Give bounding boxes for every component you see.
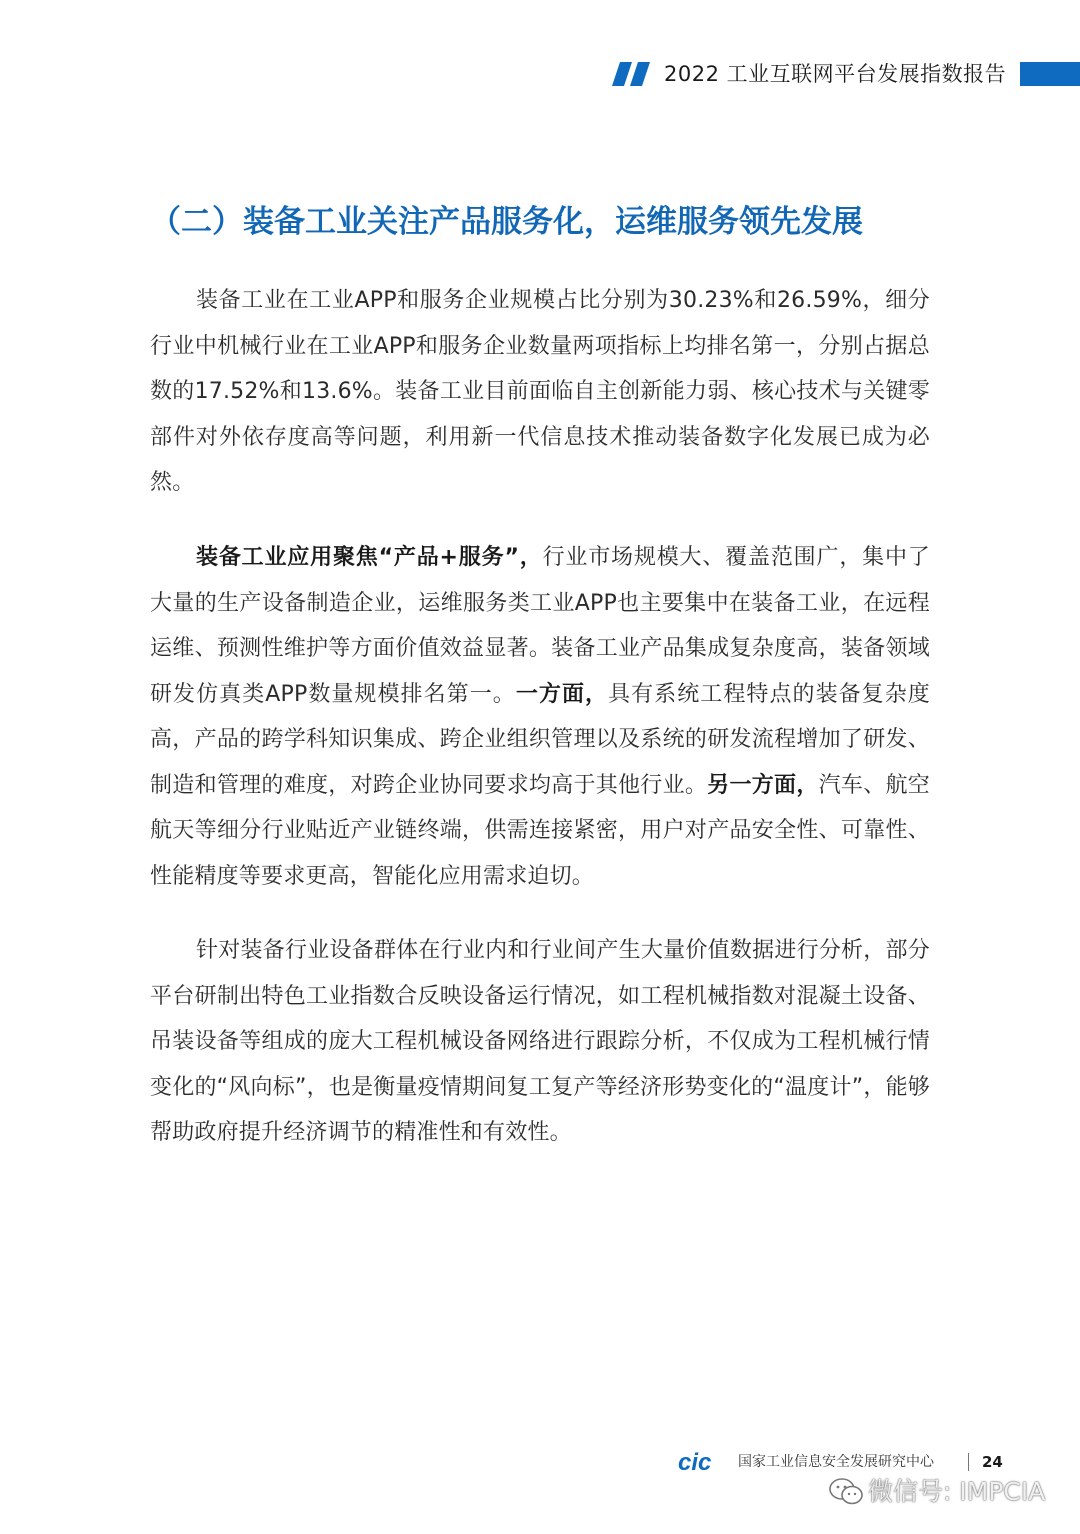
paragraph-2-text-b: 具有系统工程特点的装备复杂度高，产品的跨学科知识集成、跨企业组织管理以及系统的研发流程增加了研发、制造和管理的难度，对跨企业协同要求均高于其他行业。 (150, 681, 930, 798)
page-footer (678, 1450, 1080, 1474)
paragraph-1: 装备工业在工业APP和服务企业规模占比分别为30.23%和26.59%，细分行业中机械行业在工业APP和服务企业数量两项指标上均排名第一，分别占据总数的17.52%和13.6%。装备工业目前面临自主创新能力弱、核心技术与关键零部件对外依存度高等问题，利用新一代信息技术推动装备数字化发展已成为必然。 (150, 288, 930, 495)
footer-divider (968, 1453, 969, 1471)
report-title: 2022 工业互联网平台发展指数报告 (664, 62, 1007, 86)
wechat-icon (828, 1476, 864, 1508)
bold-lead-a: 装备工业应用聚焦“产品+服务”， (196, 545, 543, 570)
paragraph-2 (150, 535, 930, 899)
paragraph-3: 针对装备行业设备群体在行业内和行业间产生大量价值数据进行分析，部分平台研制出特色工业指数合反映设备运行情况，如工程机械指数对混凝土设备、吊装设备等组成的庞大工程机械设备网络进行跟踪分析，不仅成为工程机械行情变化的“风向标”，也是衡量疫情期间复工复产等经济形势变化的“温度计”，能够帮助政府提升经济调节的精准性和有效性。 (150, 938, 930, 1145)
wechat-watermark (828, 1472, 1058, 1512)
page-header (612, 58, 1080, 90)
organization-name: 国家工业信息安全发展研究中心 (738, 1454, 934, 1470)
bold-lead-b: 一方面， (515, 681, 609, 707)
bold-lead-c: 另一方面， (707, 772, 819, 798)
paragraph-2-text-c: 汽车、航空航天等细分行业贴近产业链终端，供需连接紧密，用户对产品安全性、可靠性、性能精度等要求更高，智能化应用需求迫切。 (150, 772, 930, 889)
section-title: （二）装备工业关注产品服务化，运维服务领先发展 (150, 204, 863, 240)
double-slash-icon (612, 62, 652, 86)
watermark-text: 微信号: IMPCIA (868, 1477, 1046, 1506)
paragraph-2-text-a: 行业市场规模大、覆盖范围广，集中了大量的生产设备制造企业，运维服务类工业APP也主要集中在装备工业，在远程运维、预测性维护等方面价值效益显著。装备工业产品集成复杂度高，装备领域研发仿真类APP数量规模排名第一。 (150, 545, 930, 707)
cic-logo (678, 1450, 730, 1474)
cic-logo-text: cic (678, 1450, 712, 1474)
page-number: 24 (982, 1453, 1003, 1471)
header-accent-bar (1020, 62, 1080, 86)
